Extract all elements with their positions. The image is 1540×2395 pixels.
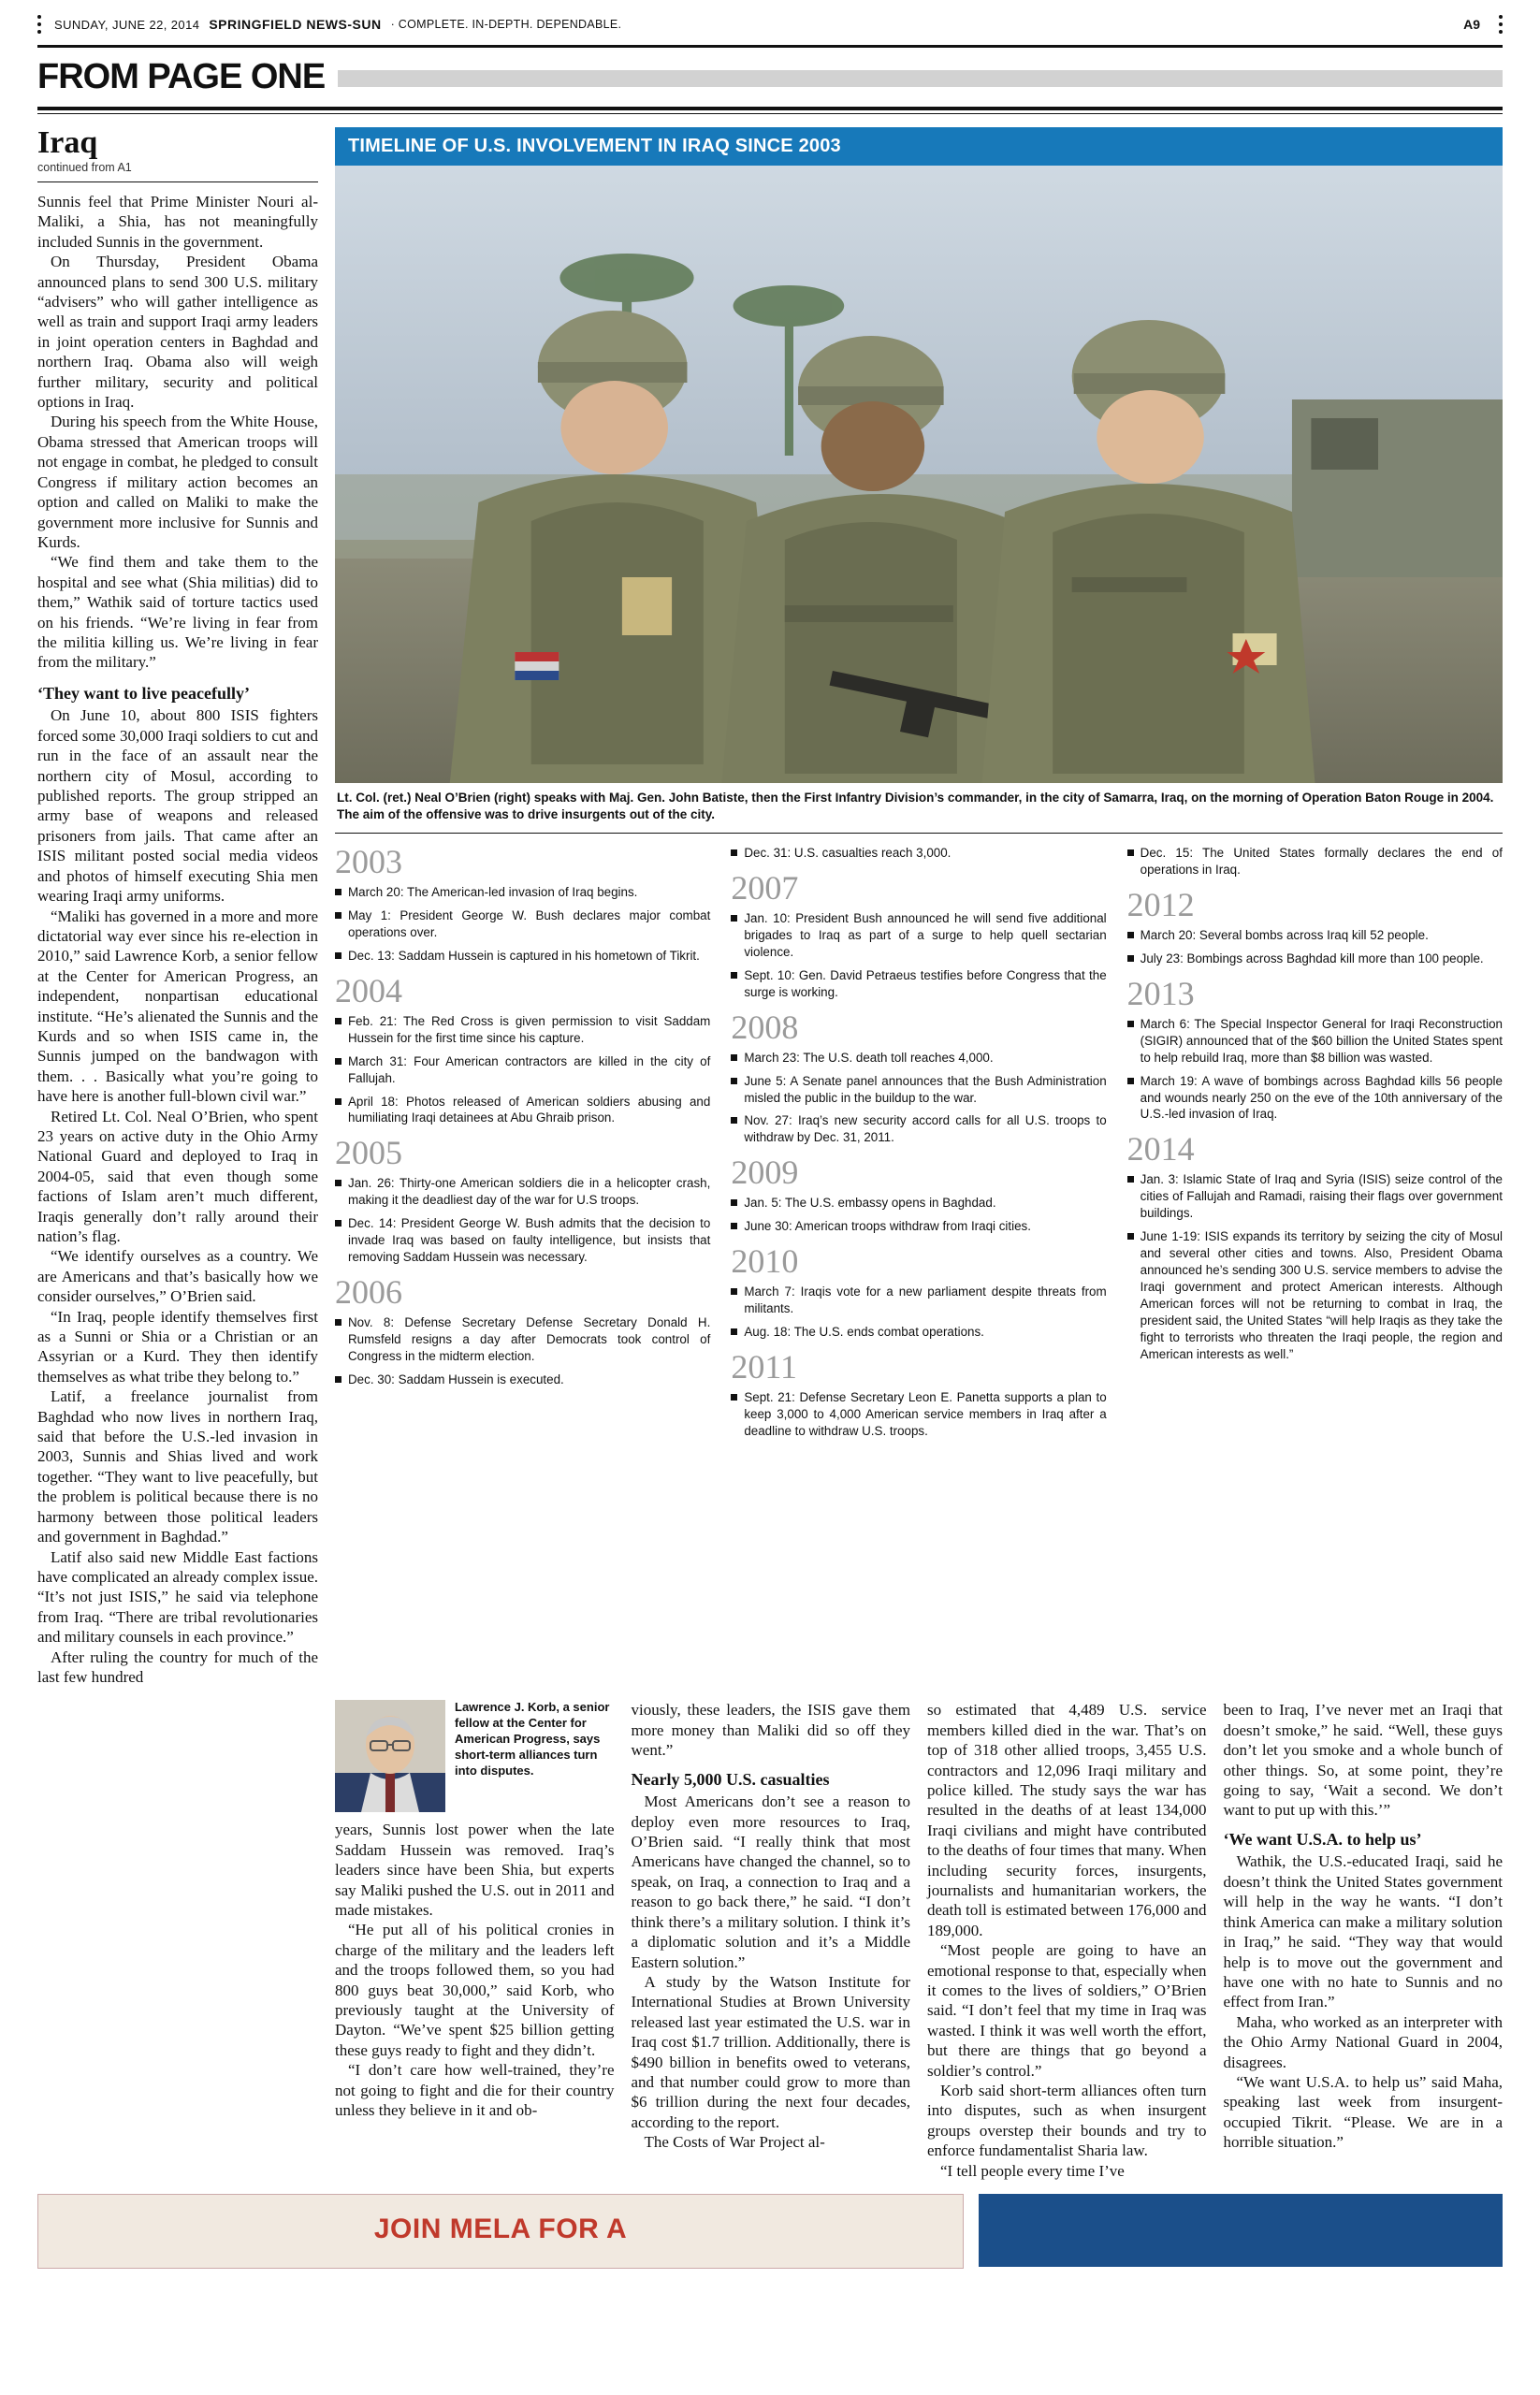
story-paragraph: Latif also said new Middle East factions have complicated an already complex issue. “It’s not just ISIS,” he said via telephone from Iraq. “There are tribal revolutionaries and military counsels in each province.” [37, 1547, 318, 1647]
timeline-event: Nov. 8: Defense Secretary Defense Secretary Donald H. Rumsfeld resigns a day after Democrats took control of Congress in the midterm election. [335, 1314, 710, 1365]
timeline-event: Sept. 10: Gen. David Petraeus testifies before Congress that the surge is working. [731, 967, 1106, 1001]
timeline-year: 2008 [731, 1008, 799, 1046]
timeline-event: March 20: The American-led invasion of Iraq begins. [335, 884, 710, 901]
timeline-event: Feb. 21: The Red Cross is given permission to visit Saddam Hussein for the first time since his capture. [335, 1013, 710, 1047]
story-paragraph: During his speech from the White House, Obama stressed that American troops will not engage in combat, he pledged to consult Congress if military action becomes an option and called on Maliki to make the government more inclusive for Sunnis and Kurds. [37, 413, 318, 551]
timeline-year: 2009 [731, 1154, 799, 1192]
story-paragraph: After ruling the country for much of the last few hundred [37, 1647, 318, 1686]
timeline-event: Dec. 14: President George W. Bush admits that the decision to invade Iraq was based on faulty intelligence, but insists that removing Saddam Hussein was necessary. [335, 1215, 710, 1266]
registration-dots-left [37, 15, 41, 34]
timeline-event: Dec. 30: Saddam Hussein is executed. [335, 1372, 710, 1388]
timeline-year: 2011 [731, 1348, 797, 1386]
timeline-event: March 31: Four American contractors are killed in the city of Fallujah. [335, 1053, 710, 1087]
timeline-year: 2004 [335, 971, 402, 1009]
timeline-columns [335, 834, 1503, 1446]
timeline-year: 2003 [335, 842, 402, 880]
lower-paragraph: “He put all of his political cronies in charge of the military and the leaders left and the troops followed them, so you had 800 guys beat 30,000,” said Korb, who previously taught at the University of Dayton. “We’ve spent $25 billion getting these guys ready to fight and they didn’t. [335, 1921, 615, 2059]
timeline-event: Jan. 26: Thirty-one American soldiers die in a helicopter crash, making it the deadliest day of the war for U.S troops. [335, 1175, 710, 1209]
lower-subhead: Nearly 5,000 U.S. casualties [631, 1769, 830, 1789]
timeline-photo [335, 166, 1503, 783]
lower-paragraph: “I tell people every time I’ve [940, 2161, 1125, 2180]
section-header [0, 48, 1540, 101]
masthead-tagline: · COMPLETE. IN-DEPTH. DEPENDABLE. [390, 18, 622, 31]
lower-column-4 [927, 1700, 1207, 2181]
story-paragraph: Sunnis feel that Prime Minister Nouri al-Maliki, a Shia, has not meaningfully included Sunnis in the government. [37, 193, 318, 251]
story-column [37, 127, 318, 1687]
timeline-event: Jan. 10: President Bush announced he will send five additional brigades to Iraq as part of a surge to help quell sectarian violence. [731, 910, 1106, 961]
timeline-event: Dec. 31: U.S. casualties reach 3,000. [731, 845, 1106, 862]
timeline-event: June 30: American troops withdraw from Iraqi cities. [731, 1218, 1106, 1235]
timeline-year: 2010 [731, 1242, 799, 1281]
section-title: FROM PAGE ONE [37, 57, 326, 96]
timeline-heading: TIMELINE OF U.S. INVOLVEMENT IN IRAQ SINCE 2003 [335, 127, 1503, 166]
timeline-event: April 18: Photos released of American soldiers abusing and humiliating Iraqi detainees at Abu Ghraib prison. [335, 1094, 710, 1127]
lower-paragraph: been to Iraq, I’ve never met an Iraqi that doesn’t smoke,” he said. “Well, these guys don’t let you smoke and a whole bunch of other things. So, at some point, they’re going to say, ‘Wait a second. We don’t want to put up with this.’” [1223, 1701, 1503, 1820]
mug-block [335, 1700, 615, 1812]
timeline-event: Dec. 15: The United States formally declares the end of operations in Iraq. [1127, 845, 1503, 878]
lower-column-1 [37, 1700, 318, 2181]
timeline-event: May 1: President George W. Bush declares major combat operations over. [335, 907, 710, 941]
timeline-panel [335, 127, 1503, 1687]
lower-section [0, 1687, 1540, 2181]
main-body [0, 114, 1540, 1687]
lower-paragraph: so estimated that 4,489 U.S. service members killed died in the war. That’s on top of 318 other allied troops, 3,455 U.S. contractors and 12,096 Iraqi military and police killed. The study says the war has resulted in the deaths of at least 134,000 Iraqi civilians and might have contributed to the deaths of four times that many. When including security forces, insurgents, journalists and humanitarian workers, the death toll is estimated between 176,000 and 189,000. [927, 1701, 1207, 1939]
lower-paragraph: “Most people are going to have an emotional response to that, especially when it comes to the lives of soldiers,” O’Brien said. “I don’t feel that my time in Iraq was wasted. I think it was well worth the effort, but there are things that go beyond a soldier’s control.” [927, 1941, 1207, 2080]
timeline-column-1 [335, 842, 711, 1446]
story-paragraph: On June 10, about 800 ISIS fighters forced some 30,000 Iraqi soldiers to cut and run in the face of an assault near the northern city of Mosul, according to published reports. The group stripped an army base of weapons and released prisoners from jails. That came after an ISIS militant posted social media videos and photos of himself executing Shia men wearing Iraqi army uniforms. [37, 706, 318, 906]
timeline-event: March 6: The Special Inspector General for Iraqi Reconstruction (SIGIR) announced that of the $60 billion the United States spent to help rebuild Iraq, more than $8 billion was wasted. [1127, 1016, 1503, 1067]
soldiers-photo-illustration [335, 166, 1503, 783]
lower-paragraph: years, Sunnis lost power when the late Saddam Hussein was removed. Iraq’s leaders since have been Shia, but experts say Maliki pushed the U.S. out in 2011 and made mistakes. [335, 1821, 615, 1919]
story-jumpline: continued from A1 [37, 161, 132, 174]
story-paragraph: “In Iraq, people identify themselves first as a Sunni or Shia or a Christian or an Assyrian or a Kurd. They then identify themselves as what tribe they belong to.” [37, 1307, 318, 1386]
lower-paragraph: “We want U.S.A. to help us” said Maha, speaking last week from insurgent-occupied Tikrit. “Please. We are in a horrible situation.” [1223, 2072, 1503, 2152]
registration-dots-right [1499, 15, 1503, 34]
timeline-event: March 7: Iraqis vote for a new parliament despite threats from militants. [731, 1284, 1106, 1317]
masthead-paper-name: SPRINGFIELD NEWS-SUN [209, 17, 382, 32]
ad-blue-banner[interactable] [979, 2194, 1503, 2267]
story-title: Iraq [37, 125, 98, 160]
story-paragraph: Latif, a freelance journalist from Baghdad who now lives in northern Iraq, said that before the U.S.-led invasion in 2003, Sunnis and Shias lived and work together. “They want to live peacefully, but the problem is political because there is no harmony between those political leaders and government in Baghdad.” [37, 1387, 318, 1546]
timeline-year: 2006 [335, 1273, 402, 1312]
story-paragraph: “We find them and take them to the hospital and see what (Shia militias) did to them,” Wathik said of torture tactics used on his friends. “We’re living in fear from the militia killing us. We’re living in fear from the military.” [37, 553, 318, 672]
timeline-column-3 [1127, 845, 1503, 1446]
lower-paragraph: A study by the Watson Institute for International Studies at Brown University released last year estimated the U.S. war in Iraq cost $1.7 trillion. Additionally, there is $490 billion in benefits owed to veterans, and that number could grow to more than $6 trillion during the next four decades, according to the report. [631, 1972, 910, 2131]
story-divider [37, 181, 318, 182]
timeline-event: March 20: Several bombs across Iraq kill 52 people. [1127, 927, 1503, 944]
lower-subhead: ‘We want U.S.A. to help us’ [1223, 1829, 1422, 1849]
story-paragraph: “We identify ourselves as a country. We are Americans and that’s basically how we consider ourselves,” O’Brien said. [37, 1247, 318, 1306]
ad-mela-headline: JOIN MELA FOR A [373, 2214, 628, 2245]
lower-paragraph: Wathik, the U.S.-educated Iraqi, said he doesn’t think the United States government will help in the way he wants. “I don’t think America can make a military solution in Iraq,” he said. “They way that would help is to move out the government and have one with no hate to Sunnis and no effect from Iran.” [1223, 1852, 1503, 2011]
timeline-year: 2007 [731, 868, 799, 907]
lower-paragraph: “I don’t care how well-trained, they’re not going to fight and die for their country unless they believe in it and ob- [335, 2061, 615, 2120]
timeline-event: Jan. 3: Islamic State of Iraq and Syria (ISIS) seize control of the cities of Fallujah and Ramadi, raising their flags over government buildings. [1127, 1171, 1503, 1222]
lower-paragraph: Maha, who worked as an interpreter with the Ohio Army National Guard in 2004, disagrees. [1223, 2012, 1503, 2071]
lower-column-2 [335, 1700, 615, 2181]
lower-column-5 [1224, 1700, 1504, 2181]
korb-portrait [335, 1700, 445, 1812]
timeline-year: 2013 [1126, 974, 1195, 1012]
masthead [0, 0, 1540, 39]
timeline-event: Aug. 18: The U.S. ends combat operations. [731, 1324, 1106, 1341]
timeline-event: Dec. 13: Saddam Hussein is captured in his hometown of Tikrit. [335, 948, 710, 965]
lower-paragraph: viously, these leaders, the ISIS gave them more money than Maliki did so off they went.” [631, 1701, 910, 1760]
timeline-year: 2005 [335, 1134, 402, 1172]
timeline-event: March 23: The U.S. death toll reaches 4,000. [731, 1050, 1106, 1067]
masthead-date: SUNDAY, JUNE 22, 2014 [54, 17, 200, 32]
timeline-year: 2012 [1126, 885, 1195, 923]
story-text [37, 192, 318, 1687]
story-paragraph: On Thursday, President Obama announced plans to send 300 U.S. military “advisers” who will gather intelligence as well as train and support Iraqi army leaders in joint operation centers in Baghdad and northern Iraq. Obama also will weigh further military, security and political options in Iraq. [37, 253, 318, 412]
timeline-event: Jan. 5: The U.S. embassy opens in Baghdad. [731, 1195, 1106, 1212]
portrait-illustration [335, 1700, 445, 1812]
mug-caption: Lawrence J. Korb, a senior fellow at the Center for American Progress, says short-term alliances turn into disputes. [455, 1700, 610, 1778]
section-bar [338, 70, 1503, 87]
timeline-year: 2014 [1126, 1130, 1195, 1168]
ad-mela[interactable] [37, 2194, 964, 2269]
photo-caption: Lt. Col. (ret.) Neal O’Brien (right) speaks with Maj. Gen. John Batiste, then the First Infantry Division’s commander, in the city of Samarra, Iraq, on the morning of Operation Baton Rouge in 2004. The aim of the offensive was to drive insurgents out of the city. [335, 783, 1503, 834]
ad-row [0, 2181, 1540, 2269]
page-number: A9 [1463, 17, 1480, 32]
story-paragraph: Retired Lt. Col. Neal O’Brien, who spent 23 years on active duty in the Ohio Army National Guard and deployed to Iraq in 2004-05, said that even though some factions of Islam aren’t much different, Iraqis generally don’t rally around their nation’s flag. [37, 1107, 318, 1245]
timeline-event: July 23: Bombings across Baghdad kill more than 100 people. [1127, 951, 1503, 967]
lower-paragraph: The Costs of War Project al- [644, 2133, 825, 2152]
story-paragraph: “Maliki has governed in a more and more dictatorial way ever since his re-election in 2010,” said Lawrence Korb, a senior fellow at the Center for American Progress, an independent, nonpartisan educational institute. “He’s alienated the Sunnis and the Kurds and so when ISIS came in, the Sunnis jumped on the bandwagon with them. . . Basically what you’re going to have here is another full-blown civil war.” [37, 907, 318, 1106]
timeline-event: Sept. 21: Defense Secretary Leon E. Panetta supports a plan to keep 3,000 to 4,000 American service members in Iraq after a deadline to withdraw U.S. troops. [731, 1389, 1106, 1440]
timeline-event: June 1-19: ISIS expands its territory by seizing the city of Mosul and several other cities and towns. Also, President Obama announced he’s sending 300 U.S. service members to advise the Iraqi government and protect American interests. Although American forces will not be returning to combat in Iraq, the president said, the United States “will help Iraqis as they take the fight to terrorists who threaten the Iraqi people, the region and American interests as well.” [1127, 1228, 1503, 1363]
story-subhead: ‘They want to live peacefully’ [37, 683, 250, 703]
lower-paragraph: Most Americans don’t see a reason to deploy even more resources to Iraq, O’Brien said. “I really think that most Americans have changed the channel, so to speak, on Iraq, a connection to Iraq and a reason to go back there,” he said. “I don’t think there’s a military solution. I think it’s a diplomatic solution and it’s a Middle Eastern solution.” [631, 1793, 910, 1971]
section-rule [37, 107, 1503, 110]
timeline-column-2 [731, 845, 1106, 1446]
timeline-event: March 19: A wave of bombings across Baghdad kills 56 people and wounds nearly 250 on the eve of the 10th anniversary of the U.S.-led invasion of Iraq. [1127, 1073, 1503, 1124]
timeline-event: June 5: A Senate panel announces that the Bush Administration misled the public in the buildup to the war. [731, 1073, 1106, 1107]
lower-column-3 [632, 1700, 911, 2181]
lower-paragraph: Korb said short-term alliances often turn into disputes, such as when insurgent groups overstep their bounds and try to enforce fundamentalist Sharia law. [927, 2082, 1207, 2160]
timeline-event: Nov. 27: Iraq’s new security accord calls for all U.S. troops to withdraw by Dec. 31, 2011. [731, 1112, 1106, 1146]
